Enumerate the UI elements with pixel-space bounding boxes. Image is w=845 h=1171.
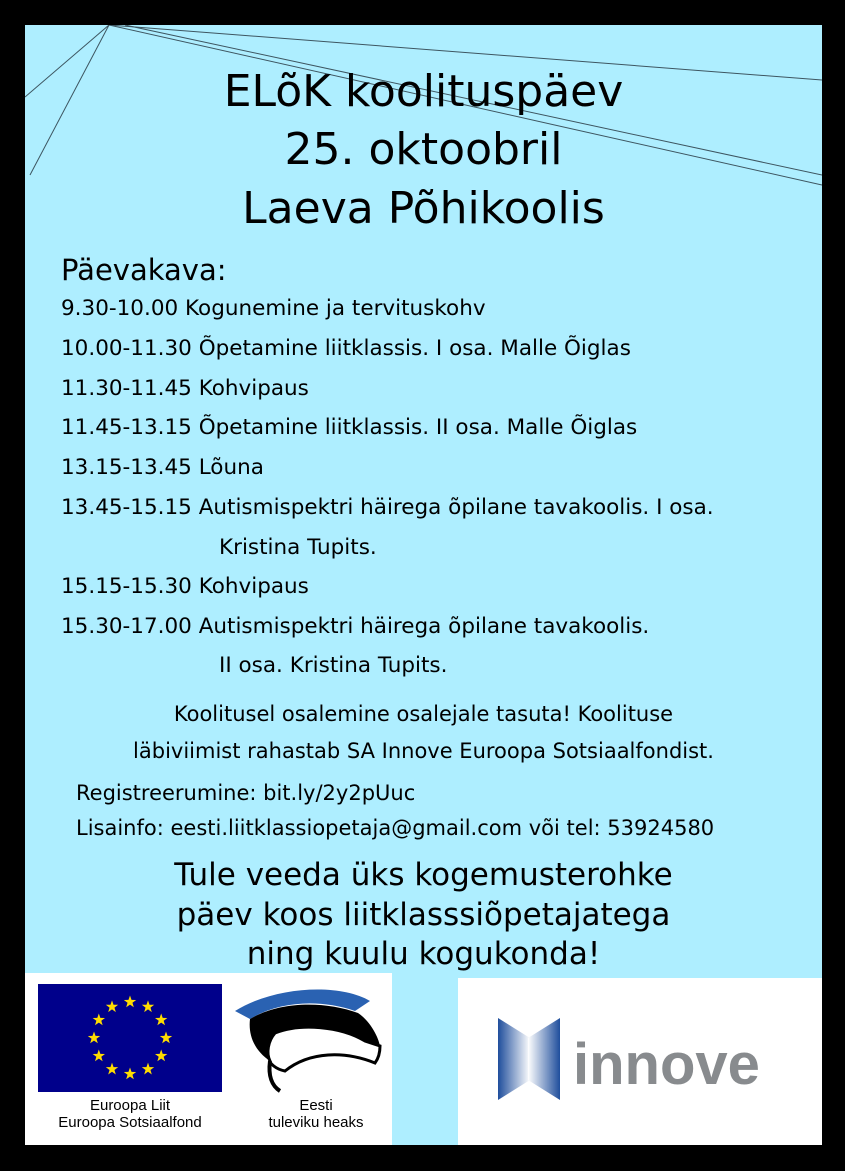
agenda-item: 11.30-11.45 Kohvipaus	[61, 376, 309, 401]
contact-info: Lisainfo: eesti.liitklassiopetaja@gmail.com või tel: 53924580	[76, 816, 715, 840]
innove-logo-icon	[498, 1018, 798, 1108]
agenda-item: 13.15-13.45 Lõuna	[61, 455, 264, 480]
event-location: Laeva Põhikoolis	[242, 183, 605, 234]
registration-link: Registreerumine: bit.ly/2y2pUuc	[76, 781, 416, 805]
slogan-line: ning kuulu kogukonda!	[246, 936, 601, 972]
slogan-line: päev koos liitklasssiõpetajatega	[176, 897, 671, 933]
agenda-item: 11.45-13.15 Õpetamine liitklassis. II osa. Malle Õiglas	[61, 415, 638, 440]
agenda-item: 13.45-15.15 Autismispektri häirega õpilane tavakoolis. I osa.	[61, 495, 714, 520]
estonia-caption-line: Eesti	[299, 1097, 333, 1114]
eu-flag-icon	[38, 984, 222, 1092]
eu-caption	[25, 1097, 235, 1131]
estonia-logo-icon	[230, 981, 385, 1101]
event-title: ELõK koolituspäev	[223, 66, 624, 117]
funding-notice-line: läbiviimist rahastab SA Innove Euroopa Sotsiaalfondist.	[133, 739, 714, 763]
agenda-heading: Päevakava:	[61, 253, 227, 287]
eu-caption-line: Euroopa Liit	[89, 1097, 171, 1114]
agenda-item: 9.30-10.00 Kogunemine ja tervituskohv	[61, 296, 486, 321]
agenda-item: 15.30-17.00 Autismispektri häirega õpilane tavakoolis.	[61, 614, 650, 639]
agenda-item: 10.00-11.30 Õpetamine liitklassis. I osa. Malle Õiglas	[61, 336, 631, 361]
logo-panel-left	[25, 973, 392, 1145]
slogan-line: Tule veeda üks kogemusterohke	[174, 857, 673, 893]
eu-caption-line: Euroopa Sotsiaalfond	[58, 1114, 202, 1131]
free-notice-line: Koolitusel osalemine osalejale tasuta! Koolituse	[173, 702, 674, 726]
agenda-item: 15.15-15.30 Kohvipaus	[61, 574, 309, 599]
estonia-caption-line: tuleviku heaks	[268, 1114, 364, 1131]
poster	[25, 25, 822, 1145]
agenda-item-continuation: Kristina Tupits.	[219, 535, 377, 560]
innove-wordmark: innove	[573, 1032, 760, 1097]
logo-panel-right	[458, 978, 822, 1145]
estonia-caption	[251, 1097, 381, 1131]
agenda-item-continuation: II osa. Kristina Tupits.	[219, 653, 448, 678]
event-date: 25. oktoobril	[284, 124, 563, 175]
